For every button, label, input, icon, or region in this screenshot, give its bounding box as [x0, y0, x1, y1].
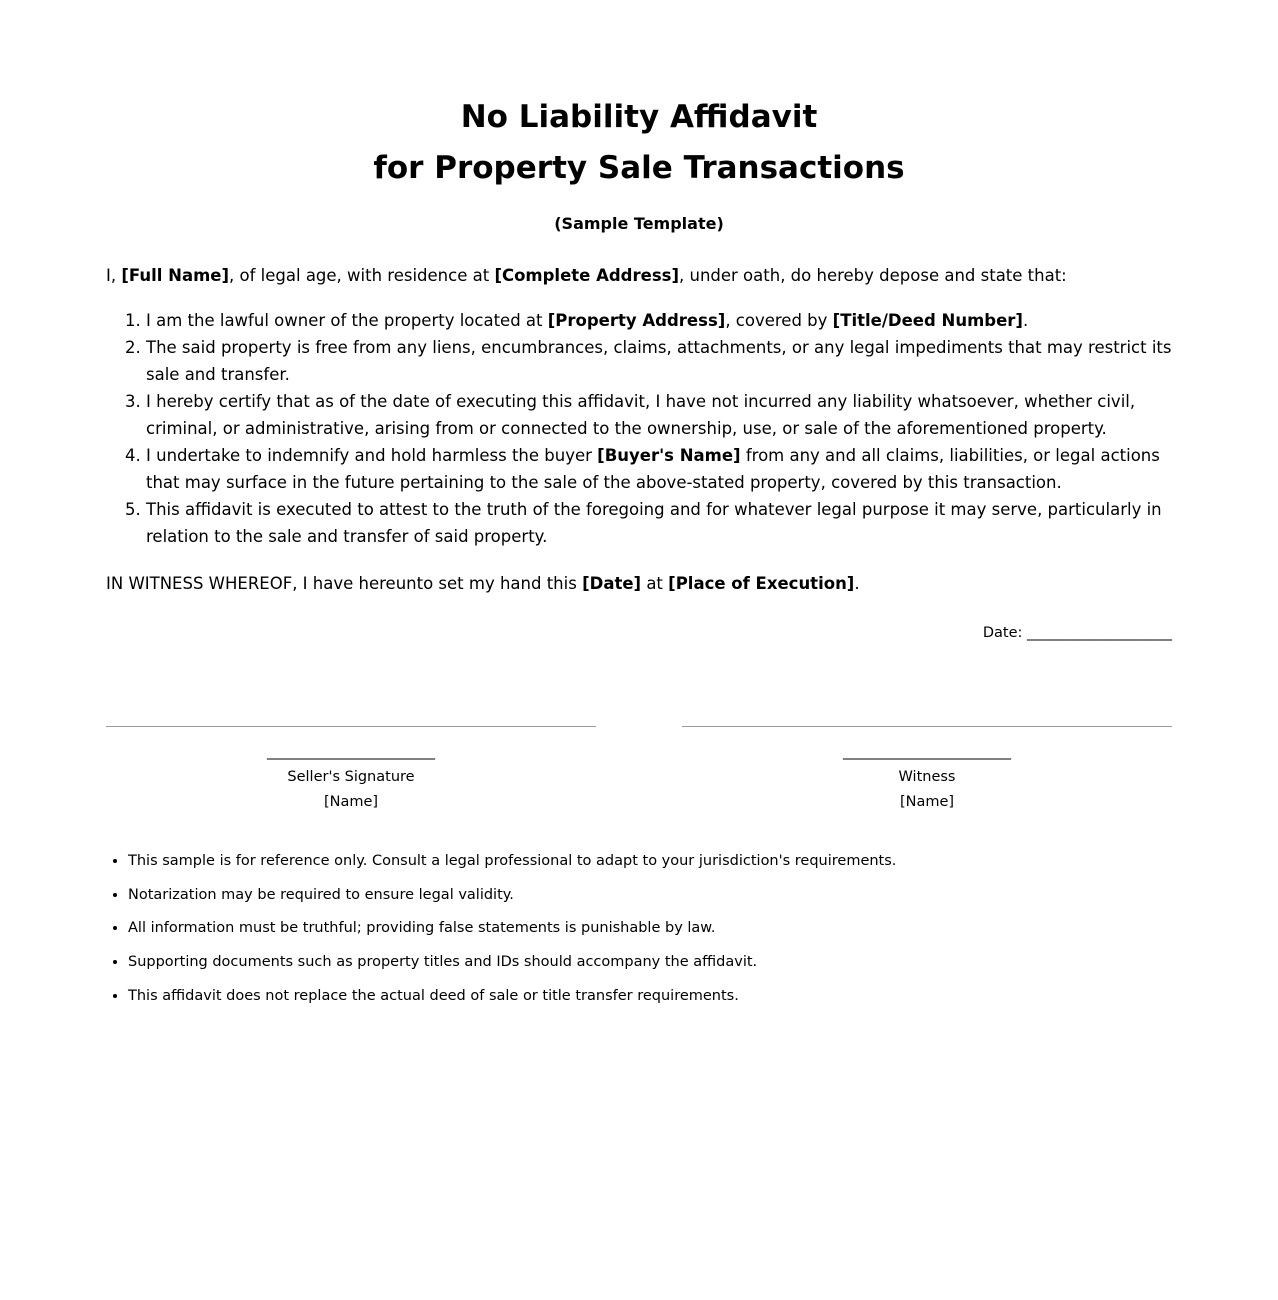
date-label: Date: [982, 625, 1023, 641]
note-item: • This sample is for reference only. Consult a legal professional to adapt to your jurisdiction's requirements. [128, 850, 1176, 872]
intro-text: , under oath, do hereby depose and state that: [679, 266, 1067, 285]
note-item: • All information must be truthful; providing false statements is punishable by law. [128, 917, 1176, 939]
clause-item [146, 307, 1176, 334]
complete-address-placeholder: [Complete Address] [494, 266, 679, 285]
clause-text: This affidavit is executed to attest to the truth of the foregoing and for whatever legal purpose it may serve, particularly in relation to the sale and transfer of said property. [146, 500, 1162, 546]
clause-text: The said property is free from any liens, encumbrances, claims, attachments, or any legal impediments that may restrict its sale and transfer. [146, 338, 1172, 384]
note-item: • Notarization may be required to ensure legal validity. [128, 884, 1176, 906]
witness-text: at [641, 574, 669, 593]
witness-signature-label: Witness [898, 769, 956, 785]
date-field [700, 622, 1172, 644]
full-name-placeholder: [Full Name] [121, 266, 230, 285]
clause-item [146, 442, 1176, 496]
intro-paragraph [106, 262, 1176, 289]
witness-text: IN WITNESS WHEREOF, I have hereunto set my hand this [106, 574, 583, 593]
clause-text: I undertake to indemnify and hold harmless the buyer [146, 446, 598, 465]
document-subtitle: (Sample Template) [554, 214, 724, 233]
date-blank: ____________________ [1027, 625, 1172, 641]
clause-item [146, 496, 1176, 550]
seller-signature-label: Seller's Signature [287, 769, 415, 785]
signature-line-seller [106, 726, 596, 727]
witness-signature-underline: ________________________ [843, 744, 1011, 760]
title-deed-placeholder: [Title/Deed Number] [832, 311, 1023, 330]
witness-name-placeholder: [Name] [899, 794, 955, 810]
clause-text: I hereby certify that as of the date of executing this affidavit, I have not incurred any liability whatsoever, whether civil, criminal, or administrative, arising from or connected to the ownership, use, or sale of the aforementioned property. [146, 392, 1136, 438]
date-placeholder: [Date] [582, 574, 642, 593]
clause-text: , covered by [725, 311, 833, 330]
signature-line-witness [682, 726, 1172, 727]
witness-text: . [854, 574, 860, 593]
buyer-name-placeholder: [Buyer's Name] [597, 446, 741, 465]
document-title: No Liability Affidavit [460, 99, 818, 135]
seller-signature-block [106, 740, 596, 815]
clause-item [146, 388, 1176, 442]
witness-signature-block [682, 740, 1172, 815]
property-address-placeholder: [Property Address] [547, 311, 726, 330]
notes-list [106, 850, 1176, 1018]
clause-item [146, 334, 1176, 388]
seller-signature-underline: ________________________ [267, 744, 435, 760]
note-item: • This affidavit does not replace the actual deed of sale or title transfer requirements. [128, 985, 1176, 1007]
note-item: • Supporting documents such as property titles and IDs should accompany the affidavit. [128, 951, 1176, 973]
place-placeholder: [Place of Execution] [668, 574, 855, 593]
clause-text: from any and all claims, liabilities, or legal actions that may surface in the future pertaining to the sale of the above-stated property, covered by this transaction. [146, 446, 1160, 492]
intro-text: I, [106, 266, 122, 285]
seller-name-placeholder: [Name] [323, 794, 379, 810]
clause-list [106, 307, 1176, 550]
clause-text: I am the lawful owner of the property located at [146, 311, 548, 330]
witness-clause [106, 570, 1176, 597]
intro-text: , of legal age, with residence at [229, 266, 495, 285]
document-title-line-2: for Property Sale Transactions [373, 150, 905, 186]
clause-text: . [1022, 311, 1029, 330]
